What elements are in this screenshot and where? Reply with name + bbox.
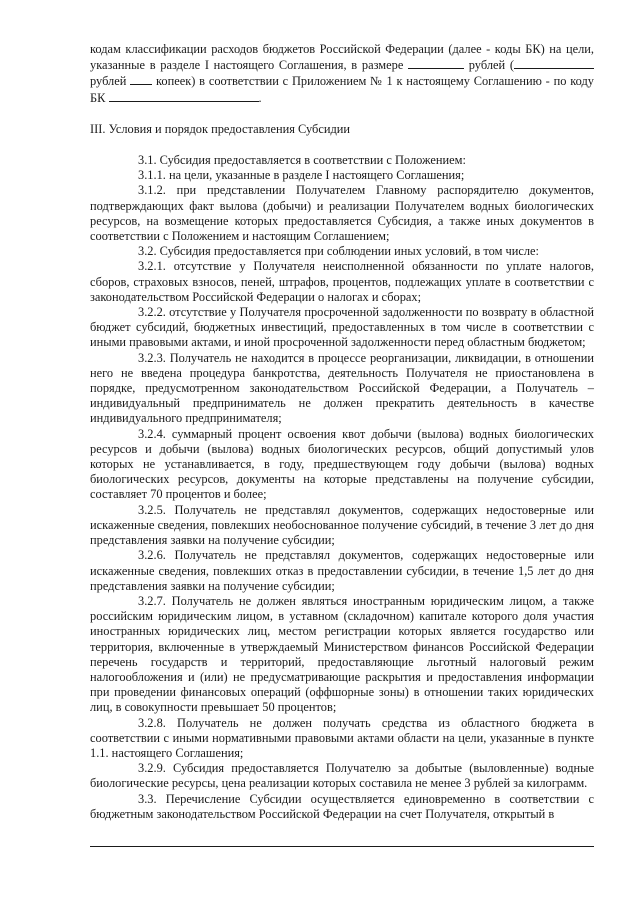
clause-3-2-9: 3.2.9. Субсидия предоставляется Получателю за добытые (выловленные) водные биологические ресурсы, цена реализации которых составила не менее 3 рублей за килограмм. <box>90 761 594 791</box>
kopecks-blank <box>130 73 152 85</box>
intro-paragraph: кодам классификации расходов бюджетов Российской Федерации (далее - коды БК) на цели, указанные в разделе I настоящего Соглашения, в размере рублей ( рублей копеек) в соответствии с Приложением № 1 к настоящему Соглашению - по коду БК . <box>90 42 594 105</box>
clause-3-2-2: 3.2.2. отсутствие у Получателя просроченной задолженности по возврату в областной бюджет субсидий, бюджетных инвестиций, предоставленных в том числе в соответствии с иными правовыми актами, и иной просроченной задолженности перед областным бюджетом; <box>90 305 594 350</box>
clause-3-2-6: 3.2.6. Получатель не представлял документов, содержащих недостоверные или искаженные сведения, повлекших отказ в предоставлении субсидии, в течение 1,5 лет до дня представления заявки на получение субсидии; <box>90 548 594 593</box>
clause-3-2: 3.2. Субсидия предоставляется при соблюдении иных условий, в том числе: <box>138 244 540 259</box>
clause-3-2-1: 3.2.1. отсутствие у Получателя неисполненной обязанности по уплате налогов, сборов, страховых взносов, пеней, штрафов, процентов, подлежащих уплате в соответствии с законодательством Российской Федерации о налогах и сборах; <box>90 259 594 304</box>
clause-3-1: 3.1. Субсидия предоставляется в соответствии с Положением: <box>138 153 466 168</box>
footer-divider <box>90 846 594 847</box>
budget-code-blank <box>109 90 259 102</box>
document-page <box>90 42 594 822</box>
clause-3-2-7: 3.2.7. Получатель не должен являться иностранным юридическим лицом, а также российским юридическим лицом, в уставном (складочном) капитале которого доля участия иностранных юридических лиц, местом регистрации которых является государство или территория, включенные в утверждаемый Министерством финансов Российской Федерации перечень государств и территорий, предоставляющие льготный налоговый режим налогообложения и (или) не предусматривающие раскрытия и предоставления информации при проведении финансовых операций (оффшорные зоны) в отношении таких юридических лиц, в совокупности превышает 50 процентов; <box>90 593 594 715</box>
clause-3-2-5: 3.2.5. Получатель не представлял документов, содержащих недостоверные или искаженные сведения, повлекших необоснованное получение субсидий, в течение 3 лет до дня представления заявки на получение субсидии; <box>90 502 594 548</box>
clause-3-1-2: 3.1.2. при представлении Получателем Главному распорядителю документов, подтверждающих факт вылова (добычи) и реализации Получателем водных биологических ресурсов, на возмещение которых предоставляется Субсидия, а также иных документов в соответствии с Положением и настоящим Соглашением; <box>90 183 594 244</box>
clause-3-1-1: 3.1.1. на цели, указанные в разделе I настоящего Соглашения; <box>138 168 465 183</box>
amount-words-blank <box>514 57 594 69</box>
amount-blank <box>408 57 464 69</box>
section-title: III. Условия и порядок предоставления Субсидии <box>90 121 351 136</box>
clause-3-2-8: 3.2.8. Получатель не должен получать средства из областного бюджета в соответствии с иными нормативными правовыми актами области на цели, указанные в пункте 1.1. настоящего Соглашения; <box>90 715 594 760</box>
clause-3-2-3: 3.2.3. Получатель не находится в процессе реорганизации, ликвидации, в отношении него не введена процедура банкротства, деятельность Получателя не приостановлена в порядке, предусмотренном законодательством Российской Федерации, а Получатель – индивидуальный предприниматель не должен прекратить деятельность в качестве индивидуального предпринимателя; <box>90 350 594 426</box>
clause-3-3: 3.3. Перечисление Субсидии осуществляется единовременно в соответствии с бюджетным законодательством Российской Федерации на счет Получателя, открытый в <box>90 791 594 821</box>
clause-3-2-4: 3.2.4. суммарный процент освоения квот добычи (вылова) водных биологических ресурсов и добычи (вылова) водных биологических ресурсов, общий допустимый улов которых не устанавливается, в году, предшествующем году добычи (вылова) водных биологических ресурсов, документы на которые представлены на получение субсидии, составляет 70 процентов и более; <box>90 426 594 502</box>
